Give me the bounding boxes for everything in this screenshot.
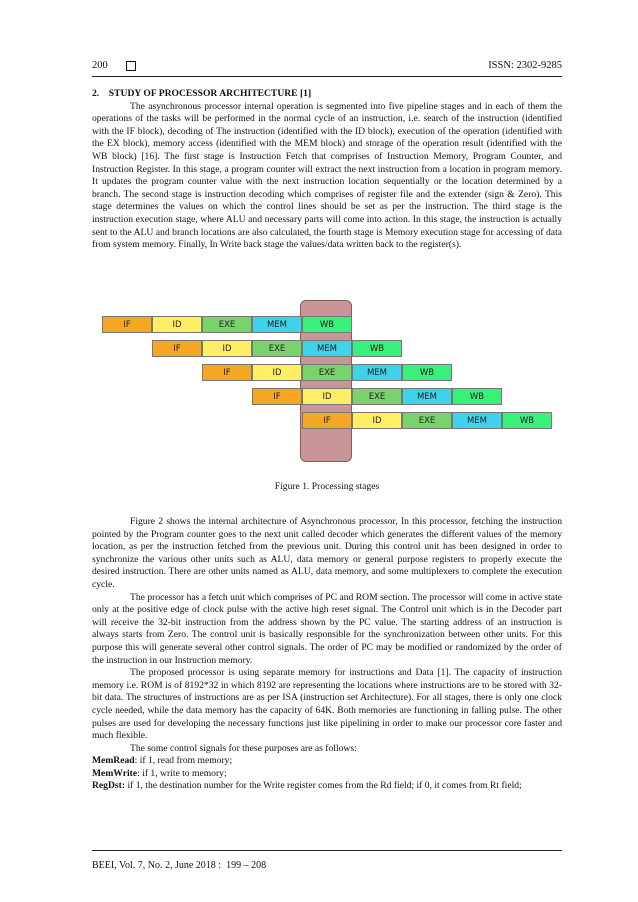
stage-mem-row-3: MEM <box>352 364 402 381</box>
stage-mem-row-4: MEM <box>402 388 452 405</box>
signal-name: RegDst: <box>92 780 126 792</box>
signal-desc: if 1, the destination number for the Write register comes from the Rd field; if 0, it comes from Rt field; <box>125 780 522 792</box>
stage-exe-row-5: EXE <box>402 412 452 429</box>
section-2 <box>92 88 562 252</box>
signal-regdst <box>92 780 562 793</box>
paragraph-1: The asynchronous processor internal operation is segmented into five pipeline stages and in each of them the operations of the tasks will be performed in the normal cycle of an instruction, i.e. search of the instruction (identified with the IF block), decoding of The instruction (identified with the ID block), execution of the operation (identified with the EX block), memory access (identified with the MEM block) and storage of the operation result (identified with the WB block) [16]. The first stage is Instruction Fetch that comprises of Instruction Memory, Program Counter, and Instruction Register. In this stage, a program counter will extract the next instruction from a location in program memory. It updates the program counter value with the next instruction location sequentially or the location determined by a branch. The second stage is instruction decoding which comprises of register file and the extender (sign & Zero). This stage determines the values on which the control lines should be set as per the instruction. The third stage is the instruction execution stage, where ALU and necessary parts will come into action. In this stage, the instruction is actually sent to the ALU and branch locations are also calculated, the fourth stage is Memory execution stage for accessing of data from system memory. Finally, In Write back stage the values/data written back to the register(s). <box>92 100 562 251</box>
signal-name: MemWrite <box>92 767 138 779</box>
stage-wb-row-5: WB <box>502 412 552 429</box>
stage-if-row-3: IF <box>202 364 252 381</box>
signal-memwrite <box>92 768 562 781</box>
stage-mem-row-2: MEM <box>302 340 352 357</box>
header-rule <box>92 76 562 77</box>
page-header <box>92 60 562 80</box>
signal-memread <box>92 755 562 768</box>
stage-if-row-2: IF <box>152 340 202 357</box>
page-footer: BEEI, Vol. 7, No. 2, June 2018 : 199 – 208 <box>92 860 267 871</box>
footer-rule <box>92 850 562 851</box>
stage-wb-row-1: WB <box>302 316 352 333</box>
signal-desc: : if 1, write to memory; <box>137 767 227 779</box>
figure-caption: Figure 1. Processing stages <box>274 481 380 492</box>
stage-id-row-5: ID <box>352 412 402 429</box>
stage-if-row-1: IF <box>102 316 152 333</box>
stage-mem-row-1: MEM <box>252 316 302 333</box>
stage-id-row-1: ID <box>152 316 202 333</box>
body-text <box>92 516 562 793</box>
stage-exe-row-1: EXE <box>202 316 252 333</box>
paragraph-5: The some control signals for these purposes are as follows: <box>130 742 357 754</box>
issn: ISSN: 2302-9285 <box>488 60 562 71</box>
stage-wb-row-4: WB <box>452 388 502 405</box>
stage-if-row-4: IF <box>252 388 302 405</box>
paragraph-3: The processor has a fetch unit which comprises of PC and ROM section. The processor will come in active state only at the positive edge of clock pulse with the active high reset signal. The Control unit which is in the Decoder part will receive the 32-bit instruction from the address shown by the PC value. The starting address of an instruction is always starts from Zero. The control unit is basically responsible for the synchronization between other units. For this purpose this will generate several other control signals. The order of PC may be modified or randomized by the order of the instruction in our Instruction memory. <box>92 591 562 666</box>
page-number: 200 <box>92 60 108 71</box>
stage-wb-row-3: WB <box>402 364 452 381</box>
stage-exe-row-3: EXE <box>302 364 352 381</box>
figure-processing-stages <box>92 298 562 468</box>
signal-desc: : if 1, read from memory; <box>134 755 233 767</box>
paragraph-4: The proposed processor is using separate memory for instructions and Data [1]. The capacity of instruction memory i.e. ROM is of 8192*32 in which 8192 are representing the locations where instructions are to be stored with 32-bit data. The structures of instructions are as per ISA (instruction set Architecture). For all stages, there is only one clock cycle needed, while the data memory has the capacity of 64K. Both memories are functioning in falling pulse. The other pulses are used for developing the necessary functions just like pipelining in order to make our processor core faster and much flexible. <box>92 667 562 742</box>
stage-id-row-3: ID <box>252 364 302 381</box>
stage-id-row-4: ID <box>302 388 352 405</box>
square-icon <box>126 61 136 71</box>
stage-mem-row-5: MEM <box>452 412 502 429</box>
paragraph-2: Figure 2 shows the internal architecture of Asynchronous processor, In this processor, fetching the instruction pointed by the Program counter goes to the next unit called decoder which generates the different values of the memory location, as per the instruction fetched from the previous unit. During this control unit has been designed in order to synchronize the various other units such as ALU, data memory or general purpose registers to properly execute the desired instruction. There are other units named as ALU, data memory, and some multiplexers to complete the execution cycle. <box>92 516 562 590</box>
stage-wb-row-2: WB <box>352 340 402 357</box>
section-title: 2. STUDY OF PROCESSOR ARCHITECTURE [1] <box>92 88 312 99</box>
stage-id-row-2: ID <box>202 340 252 357</box>
stage-exe-row-2: EXE <box>252 340 302 357</box>
signal-name: MemRead <box>92 755 135 767</box>
stage-exe-row-4: EXE <box>352 388 402 405</box>
stage-if-row-5: IF <box>302 412 352 429</box>
